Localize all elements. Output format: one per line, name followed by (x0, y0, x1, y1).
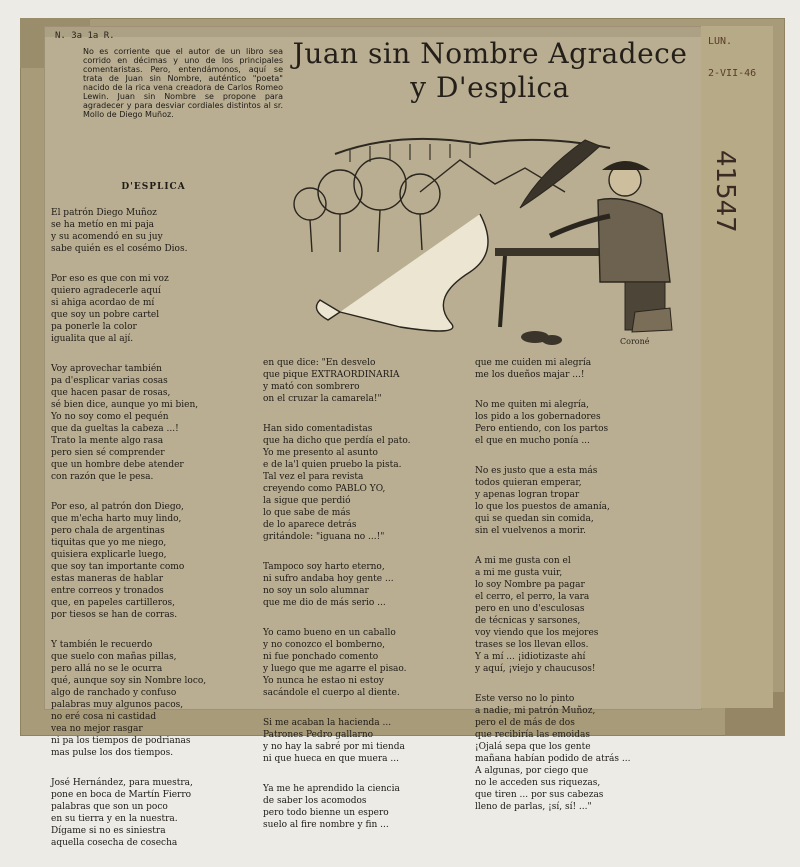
stanza: en que dice: "En desvelo que pique EXTRAORDINARIA y mató con sombrero on el cruzar la camarela!" (263, 358, 400, 404)
stanza: José Hernández, para muestra, pone en boca de Martín Fierro palabras que son un poco en su tierra y en la nuestra. Dígame si no es siniestra aquella cosecha de cosecha (51, 778, 193, 848)
intro-paragraph: No es corriente que el autor de un libro sea corrido en décimas y uno de los principales comentaristas. Pero, entendámonos, aquí se trata de Juan sin Nombre, auténtico "poeta" nacido de la rica vena creadora de Carlos Romeo Lewin. Juan sin Nombre se propone para agradecer y para desviar cordiales distintos al sr. Mollo de Diego Muñoz. (83, 47, 283, 119)
stanza: Por eso, al patrón don Diego, que m'echa harto muy lindo, pero chala de argentinas tiquitas que yo me niego, quisiera explicarle luego, que soy tan importante como estas maneras de hablar entre correos y tronados que, en papeles cartilleros, por tiesos se han de corras. (51, 502, 185, 620)
stanza: Tampoco soy harto eterno, ni sufro andaba hoy gente ... no soy un solo alumnar que me dio de más serio ... (263, 562, 394, 608)
stanza: Yo camo bueno en un caballo y no conozco el bomberno, ni fue ponchado comento y luego que me agarre el pisao. Yo nunca he estao ni estoy sacándole el cuerpo al diente. (263, 628, 407, 698)
stanza: Voy aprovechar también pa d'esplicar varias cosas que hacen pasar de rosas, sé bien dice, aunque yo mi bien, Yo no soy como el pequén que da gueltas la cabeza ...! Trato la mente algo rasa pero sien sé comprender que un hombre debe atender con razón que le pesa. (51, 364, 199, 482)
margin-strip (701, 26, 773, 708)
stanza: No me quiten mi alegría, los pido a los gobernadores Pero entiendo, con los partos el que en mucho ponía ... (475, 400, 609, 446)
stanza: Este verso no lo pinto a nadie, mi patrón Muñoz, pero el de más de dos que recibiría las emoidas ¡Ojalá sepa que los gente mañana habían podido de atrás ... A algunas, por ciego que no le acceden sus riquezas, que tiren ... por sus cabezas lleno de parlas, ¡sí, sí! ..." (475, 694, 631, 812)
handwritten-date-line-2: 2-VII-46 (708, 68, 757, 79)
poem-column-2 (263, 345, 463, 849)
stanza: Ya me he aprendido la ciencia de saber los acomodos pero todo bienne un espero suelo al fire nombre y fin ... (263, 784, 400, 830)
stanza: No es justo que a esta más todos quieran emperar, y apenas logran tropar lo que los puestos de amanía, qui se quedan sin comida, sin el vuelvenos a morir. (475, 466, 610, 536)
article-title (285, 37, 695, 105)
stanza: Han sido comentadistas que ha dicho que perdía el pato. Yo me presento al asunto e de la'l quien pruebo la pista. Tal vez el para revista creyendo como PABLO YO, la sigue que perdió lo que sabe de más de lo aparece detrás gritándole: "iguana no ...!" (263, 424, 411, 542)
stanza: El patrón Diego Muñoz se ha metío en mi paja y su acomendó en su juy sabe quién es el cosémo Dios. (51, 208, 188, 254)
paper-edge (45, 27, 701, 37)
newspaper-clipping (44, 26, 702, 848)
stanza: Por eso es que con mi voz quiero agradecerle aquí si ahiga acordao de mí que soy un pobre cartel pa ponerle la color igualita que al ají. (51, 274, 169, 344)
stanza: que me cuiden mi alegría me los dueños majar ...! (475, 358, 592, 380)
stanza: A mi me gusta con el a mi me gusta vuir, lo soy Nombre pa pagar el cerro, el perro, la vara pero en uno d'esculosas de técnicas y sarsones, voy viendo que los mejores trases se los llevan ellos. Y a mí ... ¡idiotizaste ahí y aquí, ¡viejo y chaucusos! (475, 556, 599, 674)
cartoon-illustration (280, 122, 695, 347)
clipping-reference: N. 3a 1a R. (55, 31, 115, 41)
handwritten-date-line-1: LUN. (708, 36, 733, 47)
poem-column-3 (475, 345, 690, 831)
poem-column-1 (51, 169, 256, 867)
cartoon-signature: Coroné (620, 337, 650, 346)
stanza: Y también le recuerdo que suelo con mañas pillas, pero allá no se le ocurra qué, aunque soy sin Nombre loco, algo de ranchado y confuso palabras muy algunos pacos, no eré cosa ni castidad vea no mejor rasgar ni pa los tiempos de podrianas mas pulse los dos tiempos. (51, 640, 207, 758)
poem-heading: D'ESPLICA (121, 182, 186, 192)
handwritten-catalog-number: 41547 (710, 150, 740, 233)
title-line-2: y D'esplica (410, 71, 570, 104)
stanza: Si me acaban la hacienda ... Patrones Pedro gallarno y no hay la sabré por mi tienda ni que hueca en que muera ... (263, 718, 405, 764)
title-line-1: Juan sin Nombre Agradece (292, 37, 688, 70)
